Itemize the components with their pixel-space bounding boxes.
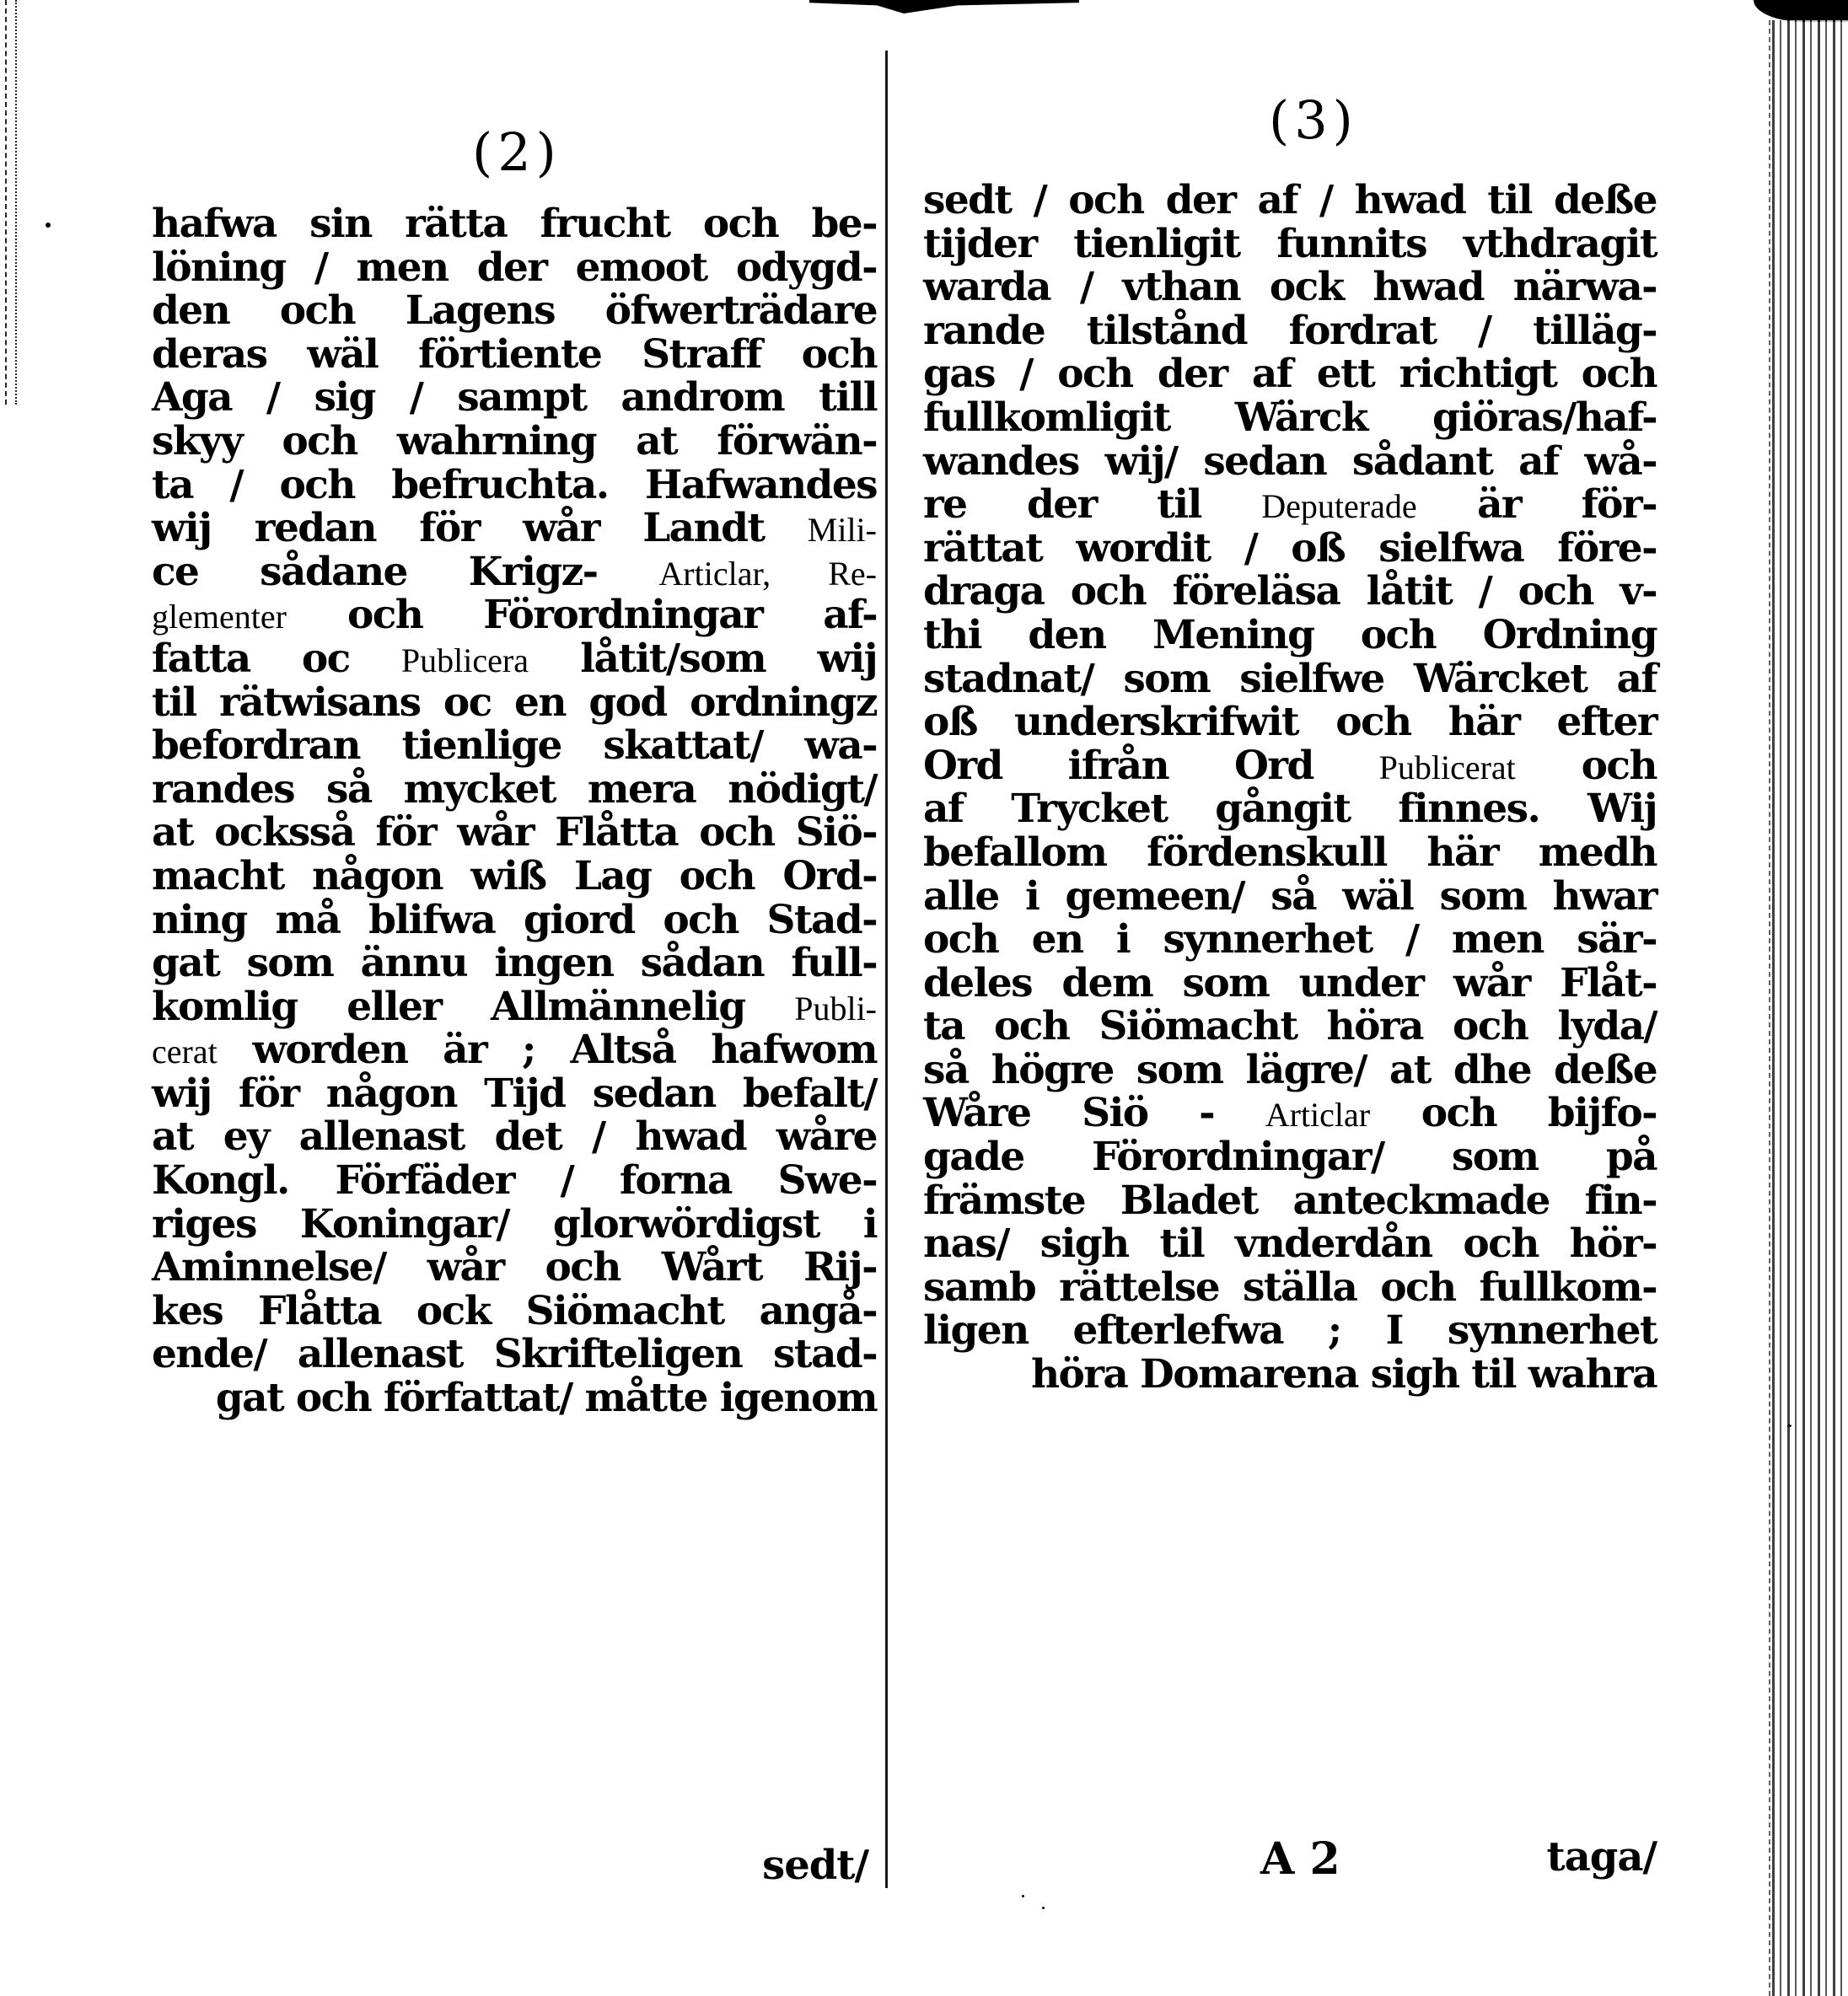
- text-line: wij redan för wår Landt Mili-: [152, 505, 877, 552]
- text-line: oß underskrifwit och här efter: [923, 699, 1657, 746]
- text-line: gas / och der af ett richtigt och: [923, 351, 1657, 398]
- text-line: ta / och befruchta. Hafwandes: [152, 461, 877, 508]
- text-line: sedt / och der af / hwad til deße: [923, 177, 1657, 223]
- text-line: thi den Mening och Ordning: [923, 611, 1657, 658]
- text-line: riges Koningar/ glorwördigst i: [152, 1200, 877, 1248]
- text-line: rande tilstånd fordrat / tilläg-: [923, 307, 1657, 354]
- text-line: deras wäl förtiente Straff och: [152, 330, 877, 378]
- center-fold-line: [885, 51, 888, 1888]
- text-line: kes Flåtta ock Siömacht angå-: [152, 1287, 877, 1334]
- text-line: gat och författat/ måtte igenom: [215, 1375, 877, 1422]
- text-line: deles dem som under wår Flåt-: [923, 959, 1657, 1006]
- text-line: draga och föreläsa låtit / och v-: [923, 568, 1657, 615]
- text-line: samb rättelse ställa och fullkom-: [923, 1264, 1657, 1311]
- body-text: [152, 202, 877, 1420]
- text-line: macht någon wiß Lag och Ord-: [152, 852, 877, 899]
- ink-speck: [1787, 1425, 1792, 1427]
- text-line: så högre som lägre/ at dhe deße: [923, 1046, 1657, 1093]
- text-line: re der til Deputerade är för-: [923, 481, 1657, 529]
- top-binding-shadow: [809, 0, 1079, 13]
- page-stack-inner-edge: [1769, 20, 1772, 1996]
- antiqua-word: Publicera: [400, 641, 529, 679]
- text-line: alle i gemeen/ så wäl som hwar: [923, 872, 1657, 920]
- text-line: wij för någon Tijd sedan befalt/: [152, 1070, 877, 1117]
- antiqua-word: Deputerade: [1261, 487, 1417, 526]
- text-line: Kongl. Förfäder / forna Swe-: [152, 1157, 877, 1205]
- text-line: löning / men der emoot odygd-: [152, 244, 877, 291]
- body-text: [923, 179, 1657, 1397]
- text-line: wandes wij/ sedan sådant af wå-: [923, 437, 1657, 485]
- text-line: Ord ifrån Ord Publicerat och: [923, 742, 1657, 789]
- text-line: ta och Siömacht höra och lyda/: [923, 1003, 1657, 1050]
- ink-speck: [46, 223, 51, 228]
- text-line: gade Förordningar/ som på: [923, 1134, 1657, 1181]
- catchword: sedt/: [762, 1842, 868, 1889]
- antiqua-word: Mili-: [807, 511, 877, 550]
- text-line: glementer och Förordningar af-: [152, 592, 877, 639]
- text-line: til rätwisans oc en god ordningz: [152, 679, 877, 726]
- text-line: stadnat/ som sielfwe Wärcket af: [923, 655, 1657, 702]
- text-line: komlig eller Allmännelig Publi-: [152, 983, 877, 1030]
- text-line: den och Lagens öfwerträdare: [152, 287, 877, 335]
- text-line: höra Domarena sigh til wahra: [1030, 1351, 1657, 1398]
- text-line: cerat worden är ; Altså hafwom: [152, 1027, 877, 1074]
- antiqua-word: cerat: [152, 1033, 218, 1071]
- text-line: befallom fördenskull här medh: [923, 829, 1657, 876]
- text-line: af Trycket gångit finnes. Wij: [923, 786, 1657, 833]
- page-number: (3): [1269, 89, 1358, 151]
- top-right-corner-shadow: [1754, 0, 1848, 22]
- text-line: gat som ännu ingen sådan full-: [152, 940, 877, 987]
- text-line: at ey allenast det / hwad wåre: [152, 1113, 877, 1161]
- antiqua-word: Publicerat: [1378, 748, 1516, 786]
- text-line: ligen efterlefwa ; I synnerhet: [923, 1307, 1657, 1355]
- text-line: randes så mycket mera nödigt/: [152, 765, 877, 813]
- text-line: Wåre Siö - Articlar och bijfo-: [923, 1090, 1657, 1137]
- ink-speck: [1042, 1907, 1045, 1909]
- text-line: rättat wordit / oß sielfwa före-: [923, 524, 1657, 571]
- text-line: skyy och wahrning at förwän-: [152, 417, 877, 464]
- text-line: befordran tienlige skattat/ wa-: [152, 722, 877, 770]
- ink-speck: [1022, 1895, 1024, 1897]
- page-stack-edge: [1772, 20, 1848, 1996]
- antiqua-word: glementer: [152, 598, 287, 636]
- text-line: ce sådane Krigz- Articlar, Re-: [152, 548, 877, 595]
- text-line: ning må blifwa giord och Stad-: [152, 896, 877, 943]
- page-number: (2): [472, 121, 561, 183]
- left-binding-edge: [5, 0, 17, 405]
- text-line: och en i synnerhet / men sär-: [923, 916, 1657, 963]
- text-line: warda / vthan ock hwad närwa-: [923, 264, 1657, 311]
- text-line: tijder tienligit funnits vthdragit: [923, 220, 1657, 267]
- text-line: fatta oc Publicera låtit/som wij: [152, 635, 877, 682]
- text-line: främste Bladet anteckmade fin-: [923, 1177, 1657, 1224]
- catchword: taga/: [1546, 1833, 1657, 1881]
- text-line: fullkomligit Wärck giöras/haf-: [923, 394, 1657, 441]
- signature-mark: A 2: [1260, 1833, 1340, 1885]
- text-line: at ocksså för wår Flåtta och Siö-: [152, 809, 877, 856]
- text-line: nas/ sigh til vnderdån och hör-: [923, 1221, 1657, 1268]
- text-line: ende/ allenast Skrifteligen stad-: [152, 1331, 877, 1378]
- antiqua-word: Publi-: [794, 989, 877, 1028]
- antiqua-word: Articlar: [1265, 1096, 1371, 1135]
- text-line: Aga / sig / sampt androm till: [152, 374, 877, 421]
- text-line: hafwa sin rätta frucht och be-: [152, 201, 877, 247]
- antiqua-word: Articlar, Re-: [658, 554, 877, 593]
- text-line: Aminnelse/ wår och Wårt Rij-: [152, 1244, 877, 1291]
